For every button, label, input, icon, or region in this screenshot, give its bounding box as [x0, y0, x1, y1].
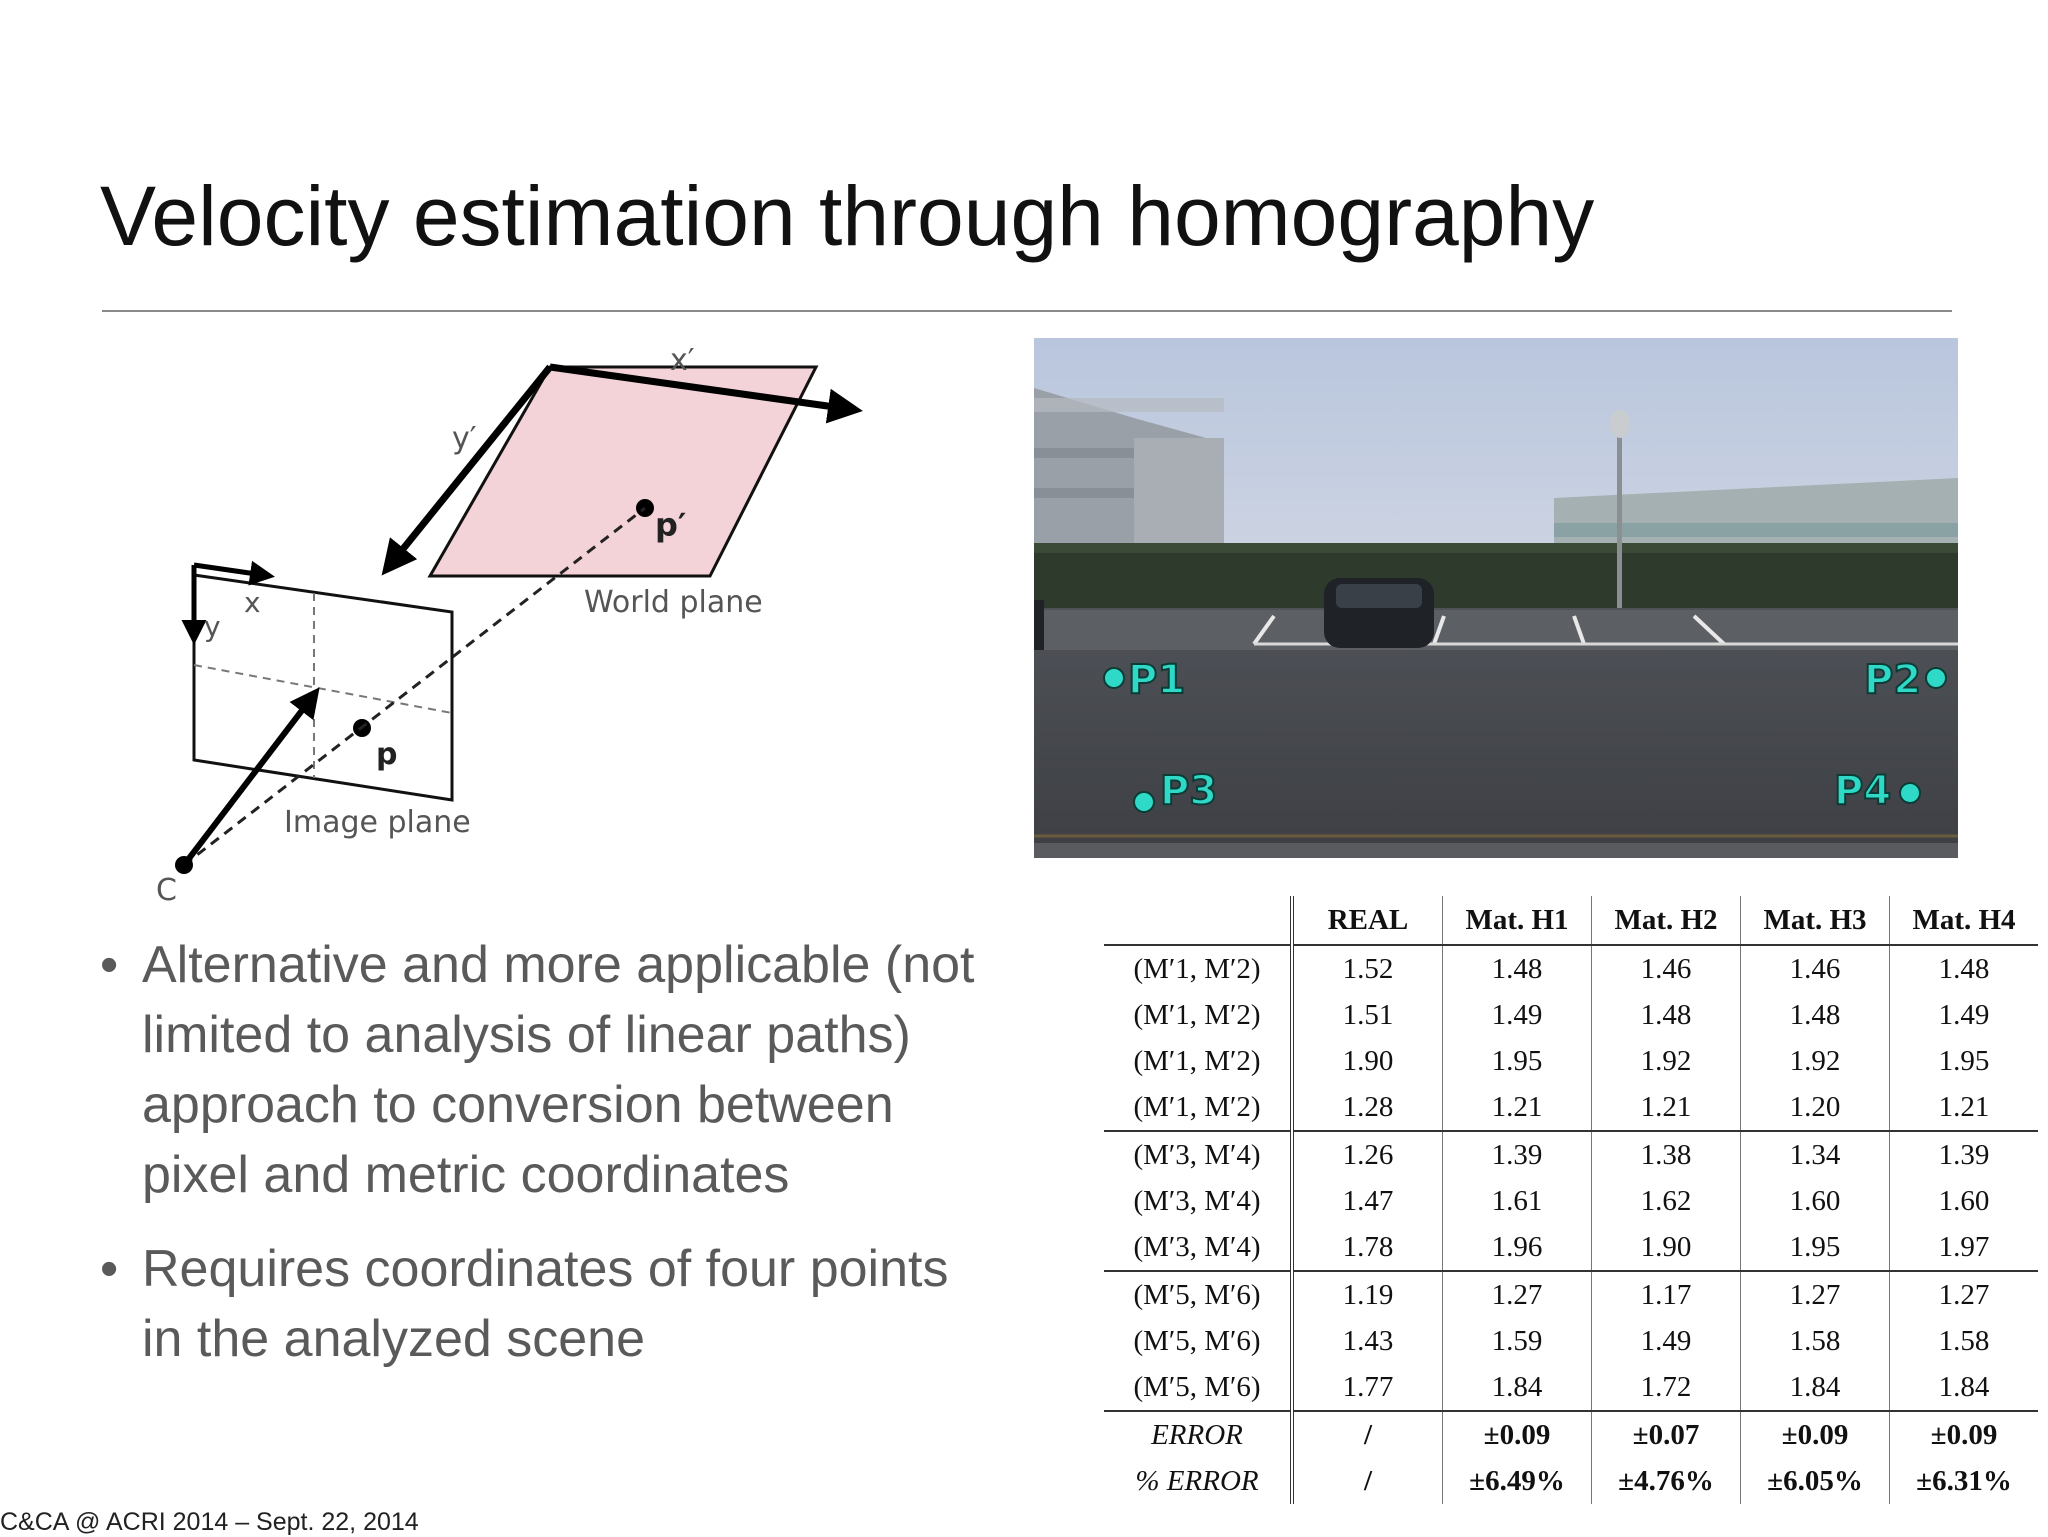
- table-row-label: (M′1, M′2): [1104, 945, 1292, 992]
- table-cell: 1.34: [1741, 1131, 1890, 1178]
- marker-p2-dot: [1926, 668, 1946, 688]
- image-plane-label: Image plane: [284, 805, 471, 840]
- y-label: y: [204, 610, 221, 643]
- table-cell: 1.26: [1292, 1131, 1443, 1178]
- table-row: [1104, 1411, 2038, 1458]
- table-row-label: (M′1, M′2): [1104, 1084, 1292, 1131]
- table-row: [1104, 1458, 2038, 1504]
- table-row-label: (M′5, M′6): [1104, 1271, 1292, 1318]
- table-cell: 1.27: [1443, 1271, 1592, 1318]
- table-cell: /: [1292, 1411, 1443, 1458]
- table-cell: 1.46: [1592, 945, 1741, 992]
- table-cell: ±0.09: [1890, 1411, 2039, 1458]
- table-cell: 1.90: [1592, 1224, 1741, 1271]
- table-cell: 1.49: [1890, 992, 2039, 1038]
- table-row-label: (M′3, M′4): [1104, 1131, 1292, 1178]
- world-plane-label: World plane: [584, 585, 763, 620]
- bullet-dot-icon: •: [100, 936, 119, 994]
- table-cell: ±0.07: [1592, 1411, 1741, 1458]
- table-row: [1104, 1131, 2038, 1178]
- table-row-label: (M′1, M′2): [1104, 992, 1292, 1038]
- table-cell: 1.21: [1443, 1084, 1592, 1131]
- table-cell: 1.38: [1592, 1131, 1741, 1178]
- table-corner-cell: [1104, 896, 1292, 945]
- table-cell: /: [1292, 1458, 1443, 1504]
- slide-title: Velocity estimation through homography: [100, 169, 1595, 263]
- table-cell: 1.58: [1741, 1318, 1890, 1364]
- table-cell: 1.84: [1890, 1364, 2039, 1411]
- table-cell: ±6.49%: [1443, 1458, 1592, 1504]
- table-row: [1104, 1178, 2038, 1224]
- marker-p3-dot: [1134, 792, 1154, 812]
- table-cell: 1.72: [1592, 1364, 1741, 1411]
- table-cell: 1.39: [1443, 1131, 1592, 1178]
- marker-p1-dot: [1104, 668, 1124, 688]
- x-prime-label: x′: [670, 343, 695, 378]
- table-cell: 1.48: [1890, 945, 2039, 992]
- table-row: [1104, 1038, 2038, 1084]
- table-cell: 1.84: [1741, 1364, 1890, 1411]
- table-row: [1104, 1224, 2038, 1271]
- table-cell: 1.62: [1592, 1178, 1741, 1224]
- table-cell: 1.51: [1292, 992, 1443, 1038]
- table-cell: ±4.76%: [1592, 1458, 1741, 1504]
- table-cell: 1.49: [1592, 1318, 1741, 1364]
- table-row: [1104, 992, 2038, 1038]
- table-cell: ±6.31%: [1890, 1458, 2039, 1504]
- table-cell: 1.17: [1592, 1271, 1741, 1318]
- table-row-label: (M′1, M′2): [1104, 1038, 1292, 1084]
- table-cell: 1.39: [1890, 1131, 2039, 1178]
- table-cell: 1.60: [1741, 1178, 1890, 1224]
- camera-center-label: C: [156, 873, 177, 908]
- table-header-cell: Mat. H3: [1741, 896, 1890, 945]
- title-divider: [102, 310, 1952, 312]
- table-header-cell: REAL: [1292, 896, 1443, 945]
- bullet-text: Alternative and more applicable (not limited to analysis of linear paths) approach to conversion between pixel and metric coordinates: [142, 936, 975, 1204]
- table-cell: 1.96: [1443, 1224, 1592, 1271]
- table-cell: 1.21: [1890, 1084, 2039, 1131]
- table-cell: 1.84: [1443, 1364, 1592, 1411]
- table-cell: 1.95: [1890, 1038, 2039, 1084]
- table-cell: 1.92: [1592, 1038, 1741, 1084]
- table-cell: 1.95: [1741, 1224, 1890, 1271]
- table-cell: 1.92: [1741, 1038, 1890, 1084]
- table-cell: 1.59: [1443, 1318, 1592, 1364]
- table-row: [1104, 1084, 2038, 1131]
- bullet-text: Requires coordinates of four points in the analyzed scene: [142, 1240, 949, 1368]
- table-header-cell: Mat. H2: [1592, 896, 1741, 945]
- marker-p4-dot: [1900, 783, 1920, 803]
- x-axis-arrow: [194, 565, 270, 576]
- table-cell: 1.46: [1741, 945, 1890, 992]
- parking-lot-photo: [1034, 338, 1958, 858]
- table-cell: 1.21: [1592, 1084, 1741, 1131]
- table-cell: 1.19: [1292, 1271, 1443, 1318]
- bullet-item: [100, 930, 1000, 1210]
- table-row: [1104, 945, 2038, 992]
- table-cell: 1.27: [1741, 1271, 1890, 1318]
- marker-p3-label: P3: [1160, 768, 1218, 814]
- table-cell: 1.27: [1890, 1271, 2039, 1318]
- slide-footer: C&CA @ ACRI 2014 – Sept. 22, 2014: [0, 1508, 419, 1536]
- camera-center-point: [175, 856, 193, 874]
- table-header-row: [1104, 896, 2038, 945]
- table-cell: 1.48: [1741, 992, 1890, 1038]
- table-cell: 1.48: [1592, 992, 1741, 1038]
- table-header-cell: Mat. H4: [1890, 896, 2039, 945]
- table-row-label: (M′5, M′6): [1104, 1318, 1292, 1364]
- table-cell: 1.43: [1292, 1318, 1443, 1364]
- table-row: [1104, 1364, 2038, 1411]
- table-cell: 1.28: [1292, 1084, 1443, 1131]
- table-cell: 1.97: [1890, 1224, 2039, 1271]
- bullet-item: [100, 1234, 1000, 1374]
- x-label: x: [244, 586, 261, 619]
- table-cell: 1.48: [1443, 945, 1592, 992]
- table-cell: 1.78: [1292, 1224, 1443, 1271]
- table-cell: 1.47: [1292, 1178, 1443, 1224]
- p-label: p: [376, 737, 398, 772]
- table-row-label: ERROR: [1104, 1411, 1292, 1458]
- marker-p2-label: P2: [1864, 657, 1922, 703]
- y-prime-label: y′: [452, 421, 477, 456]
- table-cell: 1.90: [1292, 1038, 1443, 1084]
- table-cell: 1.49: [1443, 992, 1592, 1038]
- table-row: [1104, 1318, 2038, 1364]
- table-cell: 1.52: [1292, 945, 1443, 992]
- table-cell: 1.60: [1890, 1178, 2039, 1224]
- table-header-cell: Mat. H1: [1443, 896, 1592, 945]
- p-prime-label: p′: [655, 506, 687, 544]
- table-cell: ±0.09: [1443, 1411, 1592, 1458]
- table-row-label: (M′5, M′6): [1104, 1364, 1292, 1411]
- table-cell: 1.20: [1741, 1084, 1890, 1131]
- table-cell: 1.61: [1443, 1178, 1592, 1224]
- table-row-label: % ERROR: [1104, 1458, 1292, 1504]
- velocity-results-table: [1104, 896, 2038, 1504]
- table-cell: 1.95: [1443, 1038, 1592, 1084]
- bullet-list: [100, 930, 1000, 1398]
- table-cell: ±0.09: [1741, 1411, 1890, 1458]
- table-row-label: (M′3, M′4): [1104, 1224, 1292, 1271]
- table-cell: 1.58: [1890, 1318, 2039, 1364]
- marker-p4-label: P4: [1834, 768, 1892, 814]
- table-cell: ±6.05%: [1741, 1458, 1890, 1504]
- table-row-label: (M′3, M′4): [1104, 1178, 1292, 1224]
- table-row: [1104, 1271, 2038, 1318]
- marker-p1-label: P1: [1128, 657, 1186, 703]
- bullet-dot-icon: •: [100, 1240, 119, 1298]
- homography-diagram: [140, 340, 900, 910]
- table-cell: 1.77: [1292, 1364, 1443, 1411]
